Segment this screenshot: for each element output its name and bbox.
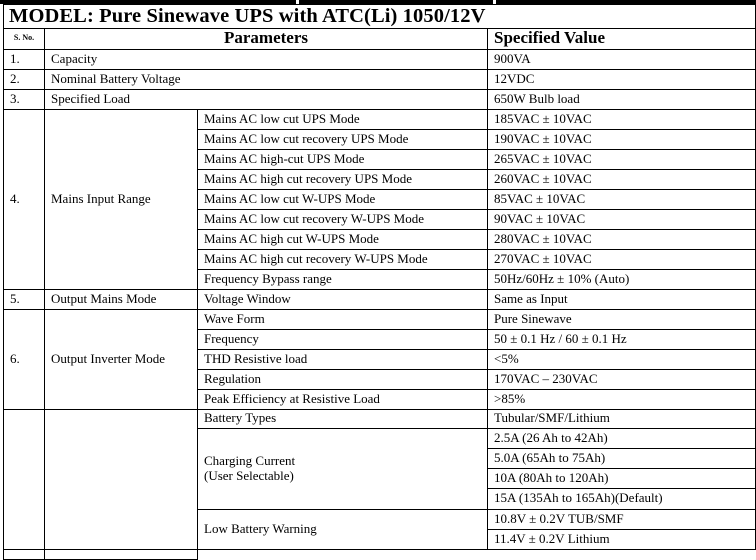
sub-parameter: Mains AC high-cut UPS Mode xyxy=(198,149,488,169)
row-parameter: Capacity xyxy=(45,49,488,69)
row-value: 260VAC ± 10VAC xyxy=(488,169,756,189)
row-sno: 4. xyxy=(4,109,45,289)
sub-parameter: Mains AC low cut W-UPS Mode xyxy=(198,189,488,209)
sub-parameter: Low Battery Warning xyxy=(198,509,488,549)
row-sno: 6. xyxy=(4,309,45,409)
row-value: 10.8V ± 0.2V TUB/SMF xyxy=(488,509,756,529)
row-value: >85% xyxy=(488,389,756,409)
sub-parameter: Mains AC low cut recovery W-UPS Mode xyxy=(198,209,488,229)
sub-parameter: Regulation xyxy=(198,369,488,389)
row-value: 190VAC ± 10VAC xyxy=(488,129,756,149)
row-sno: 1. xyxy=(4,49,45,69)
row-value: 15A (135Ah to 165Ah)(Default) xyxy=(488,488,756,509)
row-parameter: Nominal Battery Voltage xyxy=(45,69,488,89)
sub-parameter: Frequency xyxy=(198,329,488,349)
row-sno: 3. xyxy=(4,89,45,109)
row-value: 170VAC – 230VAC xyxy=(488,369,756,389)
row-value: 50Hz/60Hz ± 10% (Auto) xyxy=(488,269,756,289)
row-value: 650W Bulb load xyxy=(488,89,756,109)
header-sno: S. No. xyxy=(4,28,45,49)
row-value: 90VAC ± 10VAC xyxy=(488,209,756,229)
sub-parameter: Frequency Bypass range xyxy=(198,269,488,289)
sub-parameter: THD Resistive load xyxy=(198,349,488,369)
group-label-output-inverter: Output Inverter Mode xyxy=(45,309,198,409)
row-value: 85VAC ± 10VAC xyxy=(488,189,756,209)
table-row xyxy=(4,289,756,309)
sub-parameter: Mains AC high cut recovery UPS Mode xyxy=(198,169,488,189)
table-row xyxy=(4,409,756,428)
title-row xyxy=(4,5,756,29)
table-row xyxy=(4,309,756,329)
row-value xyxy=(45,549,198,559)
row-value: 10A (80Ah to 120Ah) xyxy=(488,468,756,488)
row-value: 900VA xyxy=(488,49,756,69)
sub-parameter xyxy=(4,549,45,559)
row-parameter: Specified Load xyxy=(45,89,488,109)
row-sno: 2. xyxy=(4,69,45,89)
row-value: 50 ± 0.1 Hz / 60 ± 0.1 Hz xyxy=(488,329,756,349)
spec-table xyxy=(3,4,756,560)
table-row xyxy=(4,49,756,69)
model-title: MODEL: Pure Sinewave UPS with ATC(Li) 1050/12V xyxy=(4,5,756,29)
table-row xyxy=(4,69,756,89)
sub-parameter: Mains AC low cut UPS Mode xyxy=(198,109,488,129)
sub-parameter: Battery Types xyxy=(198,409,488,428)
row-value: 185VAC ± 10VAC xyxy=(488,109,756,129)
row-value: Same as Input xyxy=(488,289,756,309)
header-row xyxy=(4,28,756,49)
sub-parameter: Mains AC low cut recovery UPS Mode xyxy=(198,129,488,149)
row-value: 5.0A (65Ah to 75Ah) xyxy=(488,448,756,468)
sub-parameter: Voltage Window xyxy=(198,289,488,309)
row-value: Tubular/SMF/Lithium xyxy=(488,409,756,428)
charging-current-note: (User Selectable) xyxy=(204,467,294,483)
header-parameters: Parameters xyxy=(45,28,488,49)
row-value: 265VAC ± 10VAC xyxy=(488,149,756,169)
table-row xyxy=(4,549,756,559)
row-value: Pure Sinewave xyxy=(488,309,756,329)
row-value: 280VAC ± 10VAC xyxy=(488,229,756,249)
sub-parameter: Mains AC high cut W-UPS Mode xyxy=(198,229,488,249)
header-specified-value: Specified Value xyxy=(488,28,756,49)
row-value: 12VDC xyxy=(488,69,756,89)
row-value: 11.4V ± 0.2V Lithium xyxy=(488,529,756,549)
group-label-battery xyxy=(45,409,198,549)
sub-parameter: Peak Efficiency at Resistive Load xyxy=(198,389,488,409)
sub-parameter: Mains AC high cut recovery W-UPS Mode xyxy=(198,249,488,269)
group-label-mains-input: Mains Input Range xyxy=(45,109,198,289)
table-row xyxy=(4,109,756,129)
charging-current-label xyxy=(198,428,488,509)
row-value: <5% xyxy=(488,349,756,369)
row-sno xyxy=(4,409,45,549)
charging-current-title: Charging Current xyxy=(204,452,296,468)
table-row xyxy=(4,89,756,109)
group-label-output-mains: Output Mains Mode xyxy=(45,289,198,309)
row-sno: 5. xyxy=(4,289,45,309)
sub-parameter: Wave Form xyxy=(198,309,488,329)
row-value: 270VAC ± 10VAC xyxy=(488,249,756,269)
row-value: 2.5A (26 Ah to 42Ah) xyxy=(488,428,756,448)
